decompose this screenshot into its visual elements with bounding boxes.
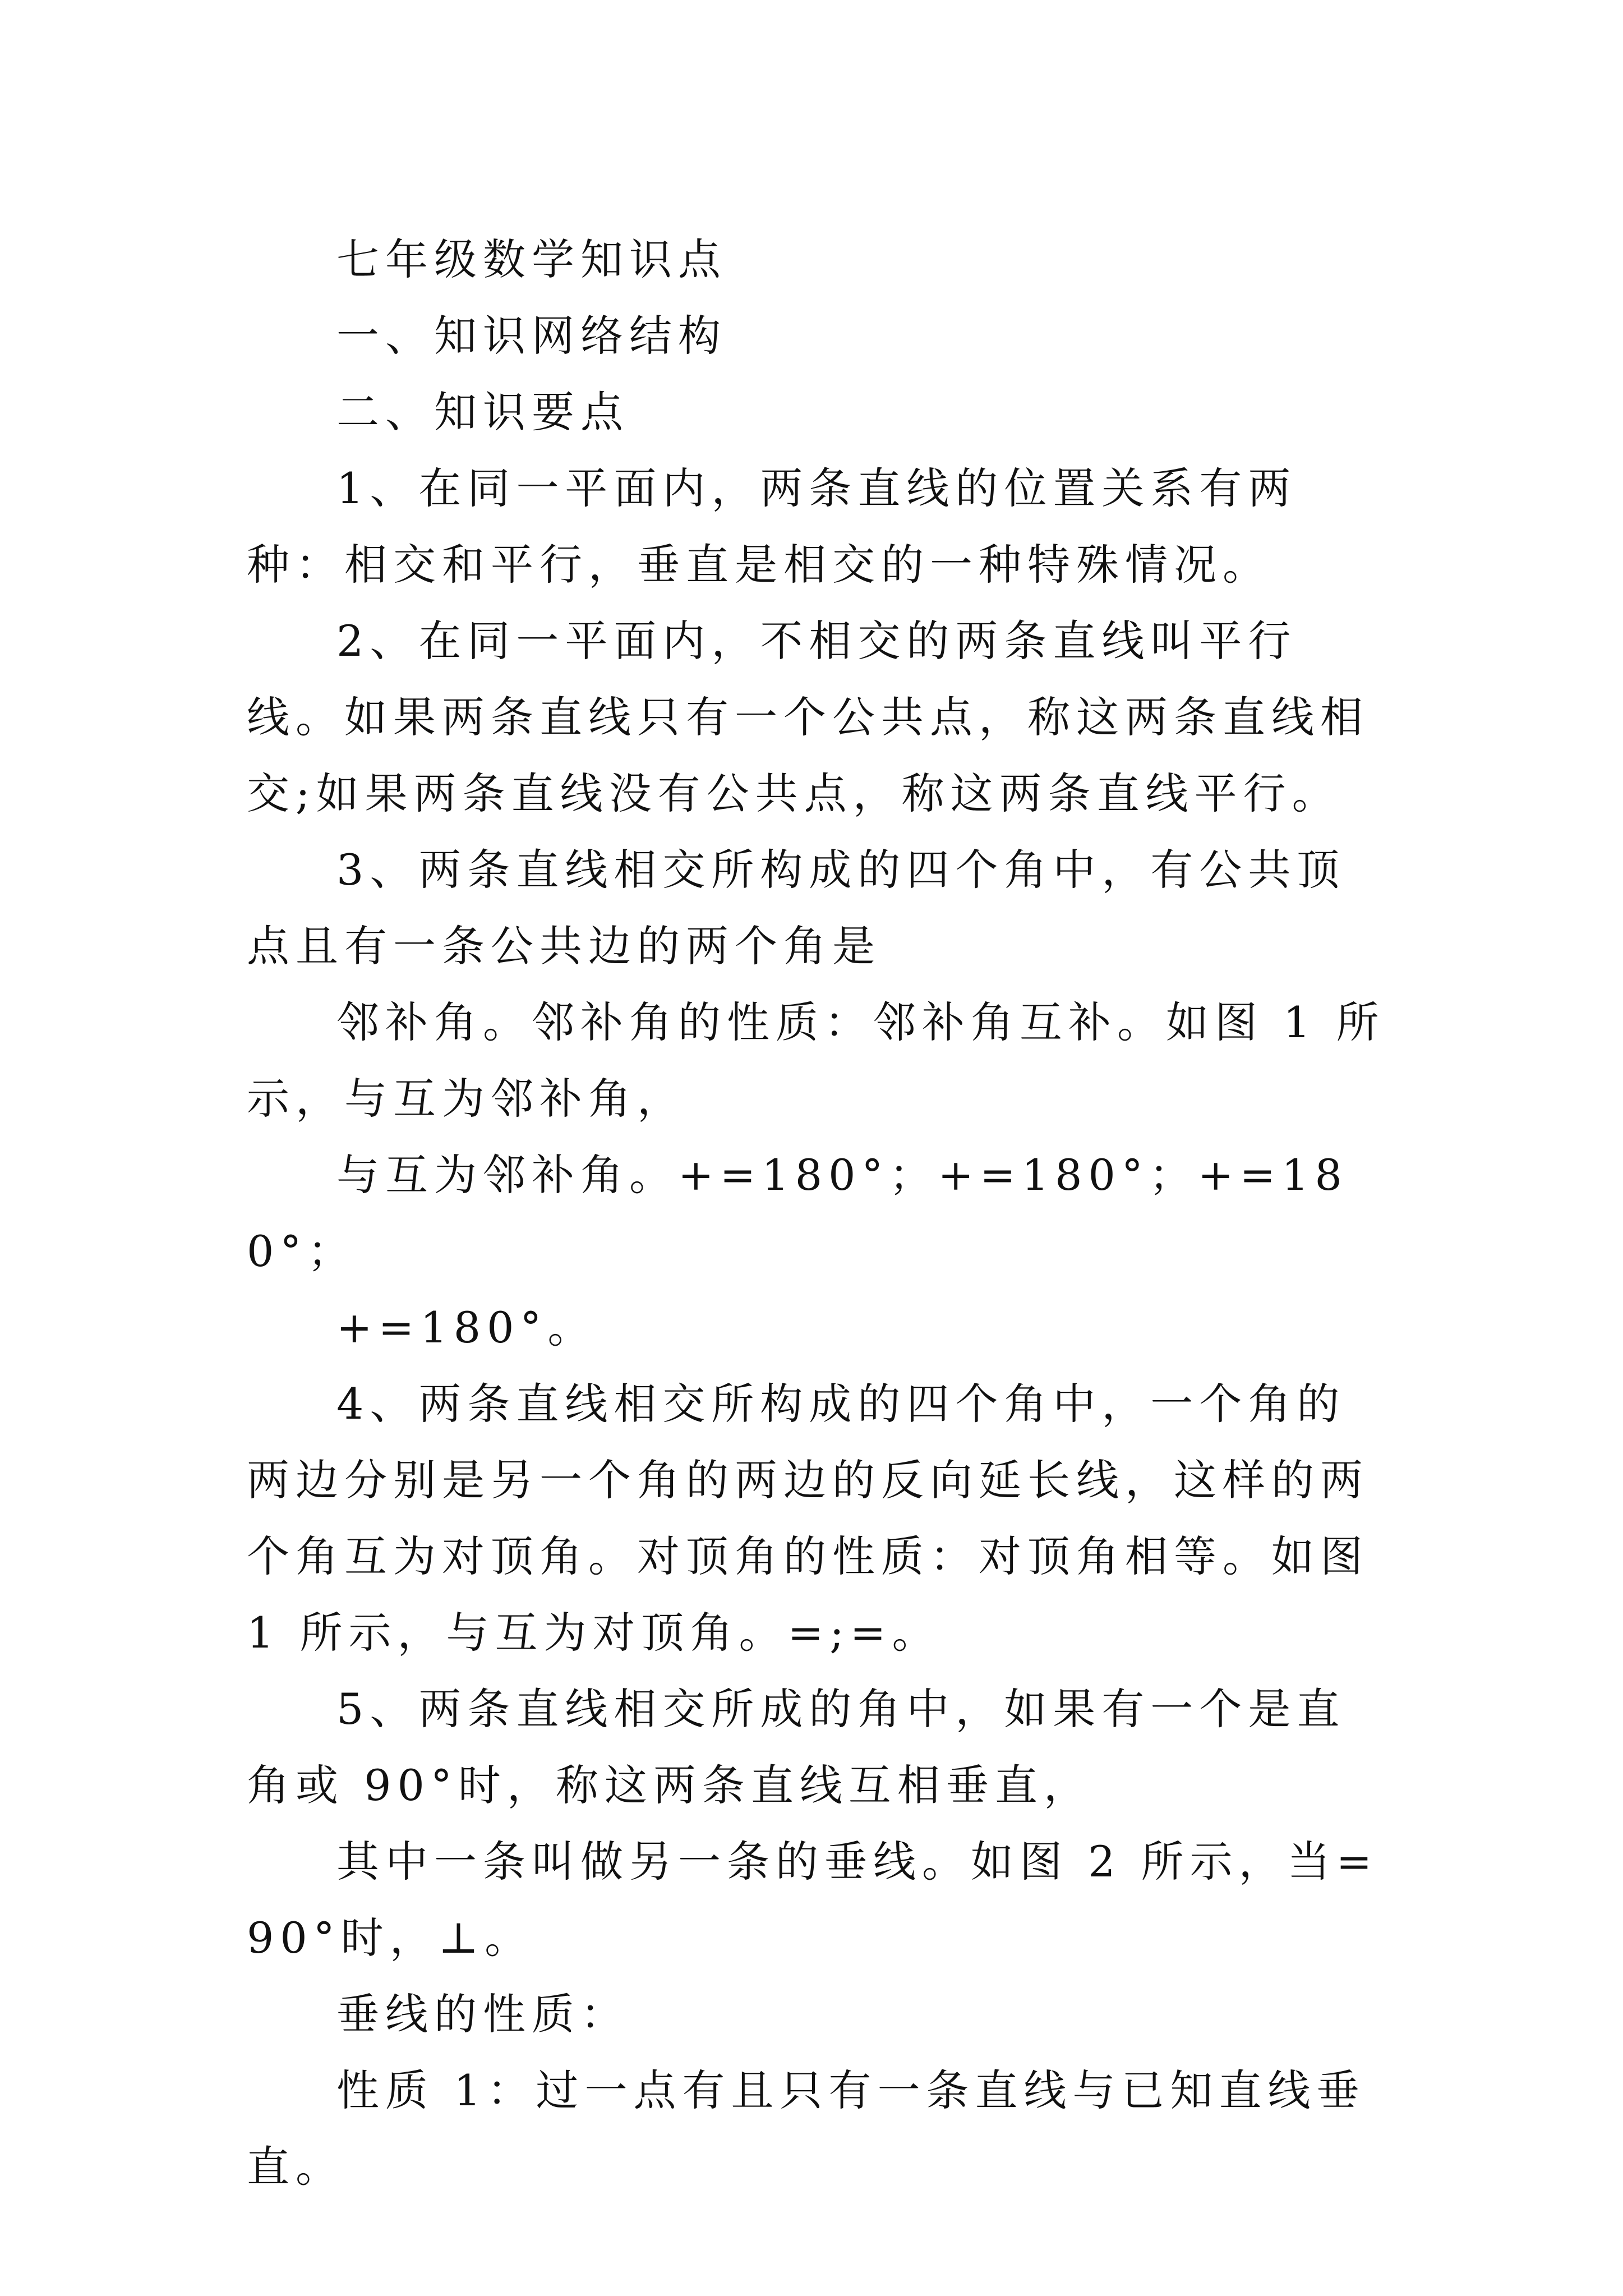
paragraph-point-5: 5、两条直线相交所成的角中，如果有一个是直角或 90°时，称这两条直线互相垂直， [247,1684,1346,1810]
document-title: 七年级数学知识点 [336,234,727,284]
paragraph-perpendicular-def: 其中一条叫做另一条的垂线。如图 2 所示，当=90°时，⊥。 [247,1837,1378,1963]
section-heading-1: 一、知识网络结构 [336,311,727,361]
paragraph-perpendicular-properties: 垂线的性质： [336,1989,629,2039]
document-body [247,222,1385,2205]
section-heading-2: 二、知识要点 [336,387,629,437]
paragraph-point-3: 3、两条直线相交所构成的四个角中，有公共顶点且有一条公共边的两个角是 [247,845,1346,971]
paragraph-adjacent-sum-last: +=180°。 [336,1303,597,1352]
paragraph-adjacent-sums: 与互为邻补角。+=180°；+=180°；+=180°； [247,1150,1348,1276]
paragraph-property-1: 性质 1：过一点有且只有一条直线与已知直线垂直。 [247,2065,1366,2192]
paragraph-point-1: 1、在同一平面内，两条直线的位置关系有两种：相交和平行，垂直是相交的一种特殊情况。 [247,463,1297,590]
paragraph-point-4: 4、两条直线相交所构成的四个角中，一个角的两边分别是另一个角的两边的反向延长线，这样的两个角互为对顶角。对顶角的性质：对顶角相等。如图 1 所示，与互为对顶角。=;=。 [247,1379,1369,1658]
paragraph-point-2: 2、在同一平面内，不相交的两条直线叫平行线。如果两条直线只有一个公共点，称这两条直线相交;如果两条直线没有公共点，称这两条直线平行。 [247,616,1369,818]
paragraph-adjacent-angles: 邻补角。邻补角的性质：邻补角互补。如图 1 所示，与互为邻补角， [247,997,1385,1124]
